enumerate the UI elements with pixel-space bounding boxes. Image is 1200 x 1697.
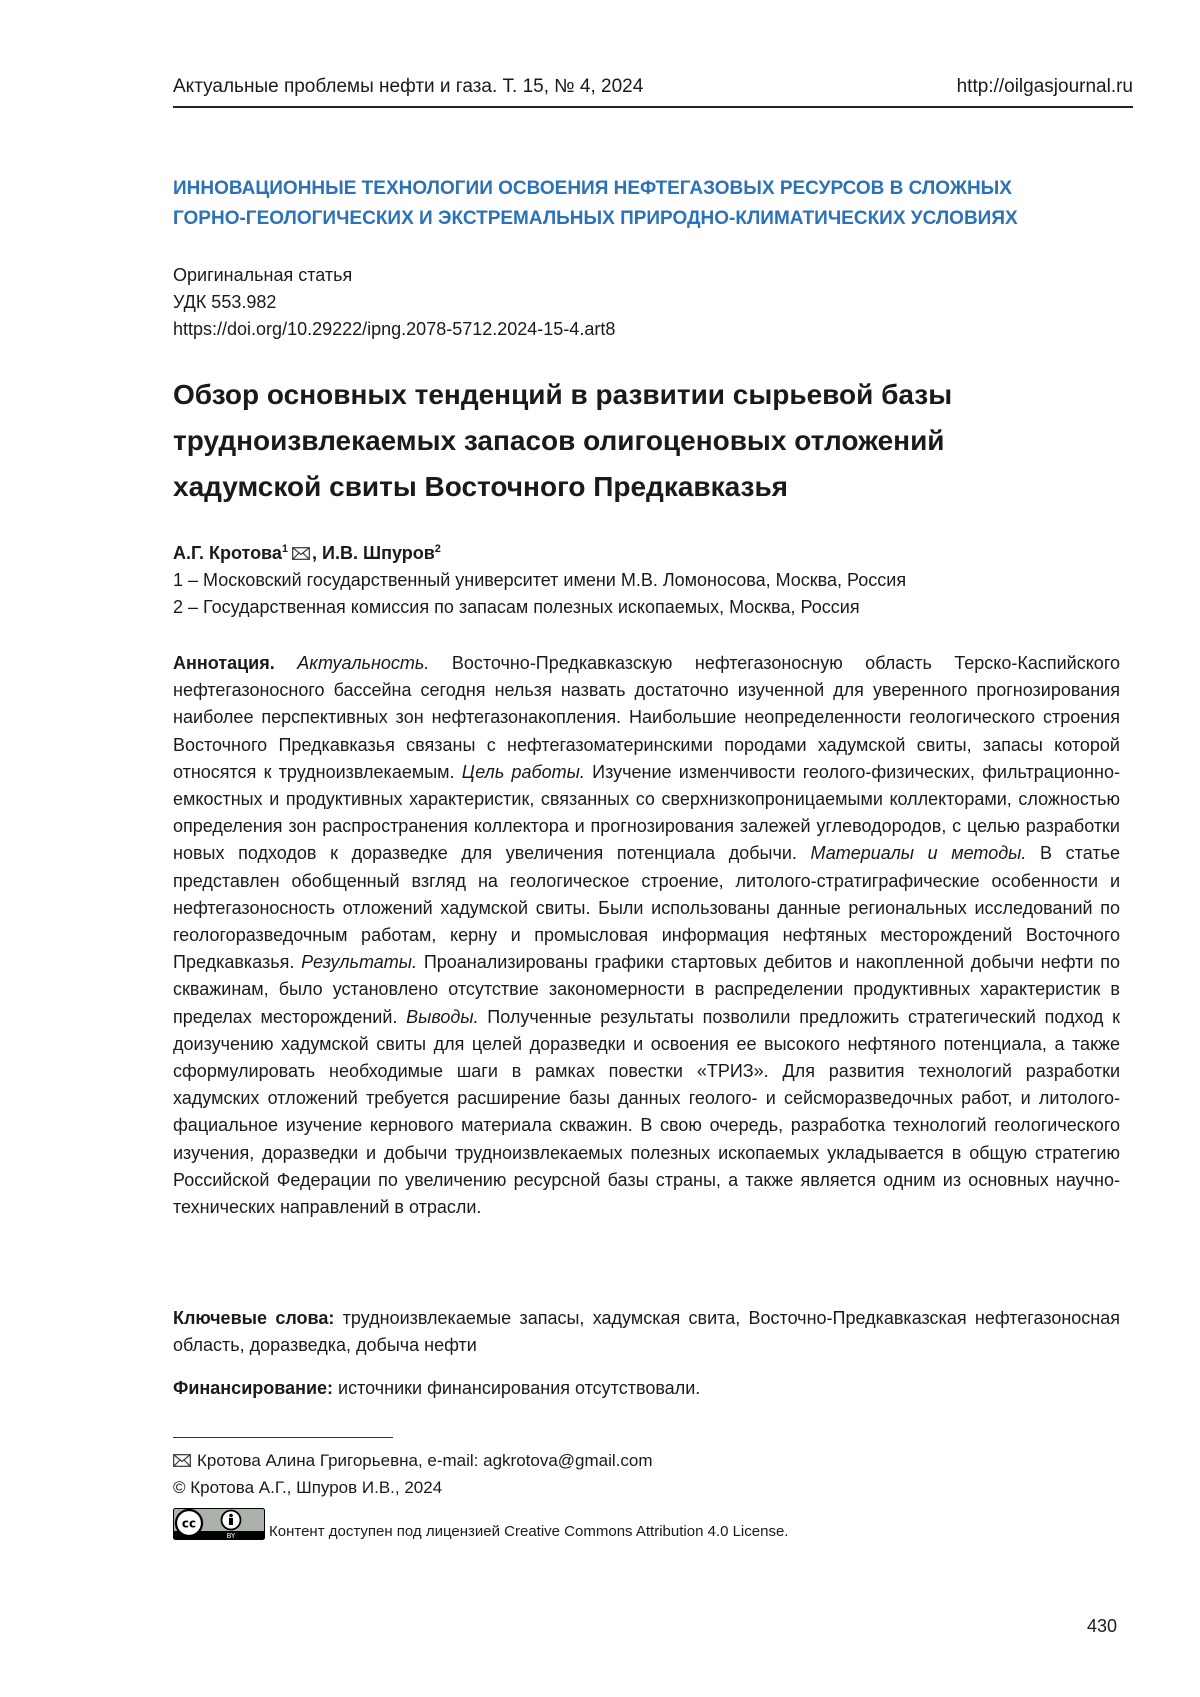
- section-title: [173, 174, 1133, 234]
- funding: [173, 1375, 1120, 1402]
- contact-line: [173, 1447, 653, 1474]
- section-title-line: ИННОВАЦИОННЫЕ ТЕХНОЛОГИИ ОСВОЕНИЯ НЕФТЕГАЗОВЫХ РЕСУРСОВ В СЛОЖНЫХ: [173, 174, 1133, 204]
- abstract-label: Аннотация.: [173, 653, 275, 673]
- results-label: Результаты.: [301, 952, 417, 972]
- results-text: Проанализированы графики стартовых дебитов и накопленной добычи нефти по скважинам, было установлено отсутствие закономерности в распределении продуктивных характеристик в пределах месторождений.: [173, 952, 1120, 1026]
- author-names: [173, 536, 906, 567]
- affiliation: 2 – Государственная комиссия по запасам полезных ископаемых, Москва, Россия: [173, 594, 906, 621]
- udk-code: УДК 553.982: [173, 289, 615, 316]
- cc-by-license-icon[interactable]: [173, 1508, 265, 1540]
- abstract: [173, 650, 1120, 1221]
- article-type: Оригинальная статья: [173, 262, 615, 289]
- contact-text: Кротова Алина Григорьевна, e-mail: agkrotova@gmail.com: [197, 1451, 653, 1470]
- copyright-line: © Кротова А.Г., Шпуров И.В., 2024: [173, 1474, 653, 1501]
- article-meta: [173, 262, 615, 343]
- keywords-label: Ключевые слова:: [173, 1308, 334, 1328]
- funding-label: Финансирование:: [173, 1378, 333, 1398]
- article-title: [173, 372, 1113, 510]
- authors-block: [173, 536, 906, 621]
- keywords: [173, 1305, 1120, 1359]
- svg-text:cc: cc: [182, 1517, 196, 1531]
- running-header: [173, 72, 1133, 108]
- methods-text: В статье представлен обобщенный взгляд на геологическое строение, литолого-стратиграфические особенности и нефтегазоносность отложений хадумской свиты. Были использованы данные региональных исследований по геологоразведочным работам, керну и промысловая информация нефтяных месторождений Восточного Предкавказья.: [173, 843, 1120, 972]
- cc-by-label: BY: [227, 1532, 236, 1540]
- relevance-text: Восточно-Предкавказскую нефтегазоносную область Терско-Каспийского нефтегазоносного бассейна сегодня нельзя назвать достаточно изученной для уверенного прогнозирования наиболее перспективных зон нефтегазонакопления. Наибольшие неопределенности геологического строения Восточного Предкавказья связаны с нефтегазоматеринскими породами хадумской свиты, запасы которой относятся к трудноизвлекаемым.: [173, 653, 1120, 782]
- relevance-label: Актуальность.: [297, 653, 429, 673]
- article-title-line: Обзор основных тенденций в развитии сырьевой базы: [173, 372, 1113, 418]
- article-title-line: хадумской свиты Восточного Предкавказья: [173, 464, 1113, 510]
- envelope-icon: [173, 1454, 191, 1467]
- author-separator: ,: [312, 543, 322, 563]
- methods-label: Материалы и методы.: [811, 843, 1027, 863]
- affiliation-marker: 2: [435, 543, 441, 555]
- page-number: 430: [1087, 1616, 1117, 1637]
- goal-text: Изучение изменчивости геолого-физических, фильтрационно-емкостных и продуктивных характеристик, связанных со сверхнизкопроницаемыми коллекторами, сложностью определения зон распространения коллектора и прогнозирования залежей углеводородов, с целью разработки новых подходов к доразведке для увеличения потенциала добычи.: [173, 762, 1120, 864]
- keywords-text: трудноизвлекаемые запасы, хадумская свита, Восточно-Предкавказская нефтегазоносная область, доразведка, добыча нефти: [173, 1308, 1120, 1355]
- license-text: Контент доступен под лицензией Creative Commons Attribution 4.0 License.: [269, 1523, 788, 1540]
- conclusions-text: Полученные результаты позволили предложить стратегический подход к доизучению хадумской свиты для целей доразведки и освоения ее высокого нефтяного потенциала, а также сформулировать необходимые шаги в рамках повестки «ТРИЗ». Для развития технологий разработки хадумских отложений требуется расширение базы данных геолого- и сейсморазведочных работ, и литолого-фациальное изучение кернового материала скважин. В свою очередь, разработка технологий геологического изучения, доразведки и добычи трудноизвлекаемых полезных ископаемых укладывается в общую стратегию Российской Федерации по увеличению ресурсной базы страны, а также является одним из основных научно-технических направлений в отрасли.: [173, 1007, 1120, 1217]
- author-name: И.В. Шпуров: [322, 543, 435, 563]
- affiliation: 1 – Московский государственный университет имени М.В. Ломоносова, Москва, Россия: [173, 567, 906, 594]
- author-name: А.Г. Кротова: [173, 543, 282, 563]
- journal-url[interactable]: http://oilgasjournal.ru: [957, 76, 1133, 98]
- article-title-line: трудноизвлекаемых запасов олигоценовых отложений: [173, 418, 1113, 464]
- section-title-line: ГОРНО-ГЕОЛОГИЧЕСКИХ И ЭКСТРЕМАЛЬНЫХ ПРИРОДНО-КЛИМАТИЧЕСКИХ УСЛОВИЯХ: [173, 204, 1133, 234]
- envelope-icon: [292, 547, 310, 560]
- goal-label: Цель работы.: [462, 762, 585, 782]
- footnote: [173, 1447, 653, 1501]
- funding-text: источники финансирования отсутствовали.: [338, 1378, 700, 1398]
- doi-link[interactable]: https://doi.org/10.29222/ipng.2078-5712.2024-15-4.art8: [173, 316, 615, 343]
- footnote-divider: [173, 1437, 393, 1438]
- journal-name: Актуальные проблемы нефти и газа. Т. 15, № 4, 2024: [173, 76, 643, 98]
- affiliation-marker: 1: [282, 543, 288, 555]
- conclusions-label: Выводы.: [406, 1007, 478, 1027]
